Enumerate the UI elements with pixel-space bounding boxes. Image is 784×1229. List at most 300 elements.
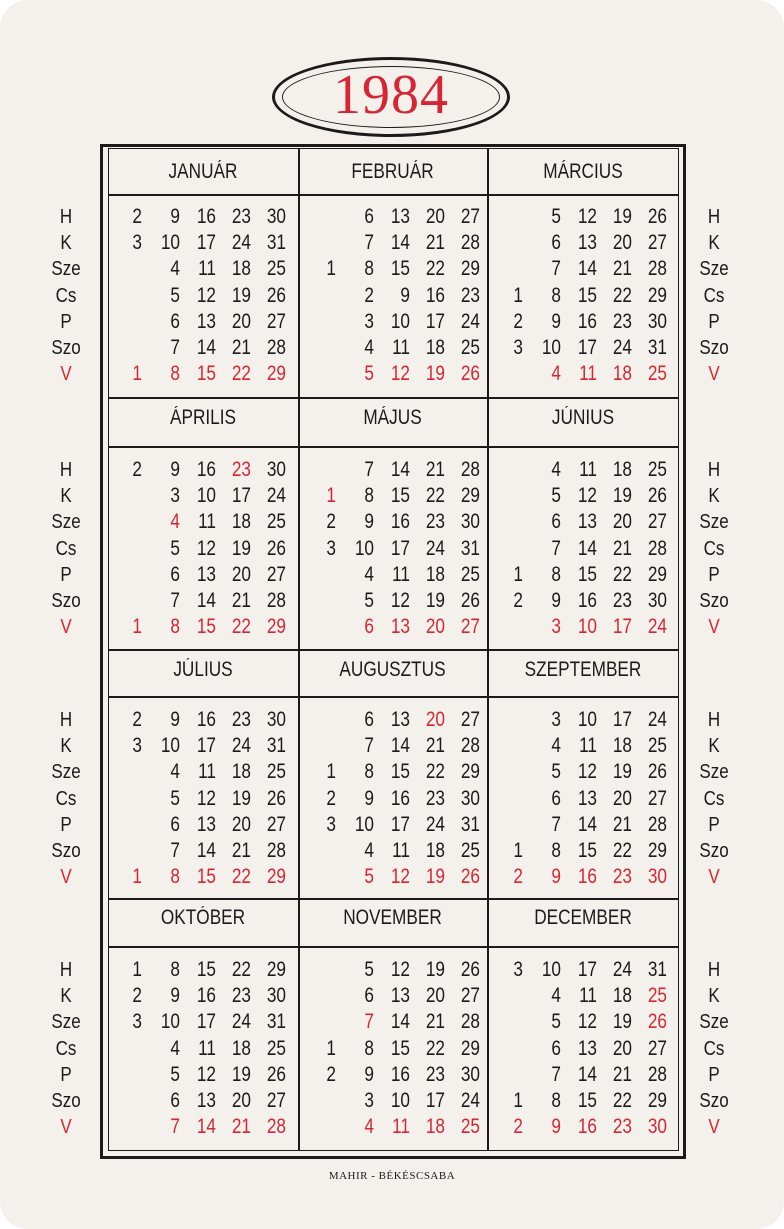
weekday-label: Sze	[51, 761, 81, 784]
week-day-row	[298, 509, 487, 535]
week-day-row	[487, 256, 679, 282]
week-day-row	[487, 230, 679, 256]
day-number: 20	[612, 1036, 632, 1060]
printer-imprint: MAHIR - BÉKÉSCSABA	[328, 1170, 456, 1182]
day-number: 11	[392, 1115, 410, 1139]
day-number: 13	[577, 786, 597, 810]
day-number: 26	[647, 1010, 667, 1034]
day-number: 13	[577, 510, 597, 534]
row-divider	[108, 194, 679, 196]
day-number: 19	[425, 362, 445, 386]
day-number: 24	[612, 336, 632, 359]
day-number: 9	[170, 458, 180, 481]
day-number: 27	[266, 309, 286, 333]
day-number: 14	[390, 458, 410, 481]
day-number: 6	[551, 1036, 561, 1060]
day-number: 19	[425, 958, 445, 981]
day-number: 16	[196, 984, 216, 1008]
day-number: 15	[577, 562, 597, 586]
day-number: 17	[612, 615, 632, 639]
day-number: 4	[551, 362, 561, 386]
week-day-row	[298, 588, 487, 614]
weekday-label: Cs	[703, 284, 725, 307]
day-number: 19	[231, 786, 251, 810]
sunday-row	[108, 1114, 298, 1140]
day-number: 21	[612, 1062, 632, 1086]
day-number: 19	[425, 589, 445, 612]
week-day-row	[298, 733, 487, 759]
day-number: 14	[196, 336, 216, 359]
day-number: 3	[326, 536, 336, 560]
week-day-row	[108, 283, 298, 309]
week-day-row	[487, 457, 679, 483]
week-day-row	[108, 1062, 298, 1088]
day-number: 4	[551, 984, 561, 1008]
day-number: 11	[579, 362, 597, 386]
day-number: 30	[460, 1062, 480, 1086]
day-number: 24	[460, 309, 480, 333]
weekday-label: Szo	[51, 840, 81, 862]
weekday-label: Sze	[51, 1011, 81, 1034]
day-number: 27	[647, 786, 667, 810]
day-number: 1	[132, 865, 142, 889]
calendar-year: 1984	[333, 64, 449, 126]
day-number: 17	[390, 812, 410, 836]
day-number: 2	[132, 984, 142, 1008]
day-number: 24	[266, 484, 286, 508]
day-number: 25	[647, 734, 667, 758]
day-number: 21	[231, 336, 251, 359]
day-number: 23	[612, 309, 632, 333]
day-number: 20	[612, 786, 632, 810]
day-number: 8	[364, 484, 374, 508]
day-number: 27	[647, 510, 667, 534]
day-number: 17	[196, 734, 216, 758]
day-number: 14	[390, 734, 410, 758]
day-number: 23	[425, 1062, 445, 1086]
day-number: 7	[551, 1062, 561, 1086]
day-number: 15	[196, 362, 216, 386]
sunday-row	[108, 361, 298, 387]
day-number: 19	[425, 865, 445, 889]
week-day-row	[108, 733, 298, 759]
day-number: 30	[460, 786, 480, 810]
week-day-row	[298, 230, 487, 256]
month-name: NOVEMBER	[343, 906, 442, 929]
day-number: 25	[460, 1115, 480, 1139]
weekday-label: P	[60, 563, 72, 586]
month-name: MÁRCIUS	[543, 160, 623, 183]
week-day-row	[298, 1036, 487, 1062]
weekday-label: K	[60, 232, 72, 255]
day-number: 29	[647, 283, 667, 307]
day-number: 12	[196, 283, 216, 307]
day-number: 31	[460, 812, 480, 836]
day-number: 19	[612, 484, 632, 508]
day-number: 24	[612, 958, 632, 981]
day-number: 21	[425, 1010, 445, 1034]
week-day-row	[108, 1088, 298, 1114]
day-number: 26	[647, 205, 667, 228]
day-number: 7	[551, 257, 561, 281]
weekday-label: K	[708, 735, 720, 758]
week-day-row	[108, 983, 298, 1009]
day-number: 13	[390, 205, 410, 228]
day-number: 26	[460, 589, 480, 612]
weekday-label: Cs	[55, 1037, 77, 1060]
day-number: 23	[231, 205, 251, 228]
week-day-row	[108, 335, 298, 361]
week-day-row	[298, 256, 487, 282]
weekday-label: V	[60, 1116, 72, 1139]
weekday-label: V	[708, 616, 720, 639]
day-number: 17	[425, 1089, 445, 1112]
day-number: 3	[513, 336, 523, 359]
day-number: 25	[460, 839, 480, 862]
month-name: MÁJUS	[363, 406, 422, 429]
day-number: 11	[198, 1036, 216, 1060]
day-number: 27	[647, 231, 667, 255]
day-number: 3	[364, 309, 374, 333]
week-day-row	[298, 335, 487, 361]
day-number: 30	[647, 309, 667, 333]
day-number: 17	[577, 958, 597, 981]
day-number: 20	[231, 562, 251, 586]
day-number: 18	[231, 257, 251, 281]
day-number: 1	[326, 760, 336, 784]
weekday-label: H	[59, 206, 73, 228]
day-number: 12	[390, 958, 410, 981]
day-number: 29	[460, 1036, 480, 1060]
day-number: 20	[612, 231, 632, 255]
day-number: 9	[551, 865, 561, 889]
day-number: 18	[612, 984, 632, 1008]
day-number: 22	[231, 865, 251, 889]
day-number: 31	[266, 1010, 286, 1034]
month-name: SZEPTEMBER	[524, 658, 642, 681]
day-number: 15	[196, 615, 216, 639]
day-number: 17	[390, 536, 410, 560]
day-number: 21	[425, 734, 445, 758]
day-number: 26	[460, 362, 480, 386]
row-divider	[108, 898, 679, 900]
day-number: 13	[577, 231, 597, 255]
day-number: 1	[326, 257, 336, 281]
week-day-row	[108, 509, 298, 535]
day-number: 11	[579, 458, 597, 481]
day-number: 29	[266, 865, 286, 889]
weekday-label: Cs	[703, 1037, 725, 1060]
day-number: 23	[612, 865, 632, 889]
day-number: 31	[266, 734, 286, 758]
weekday-label: V	[708, 363, 720, 386]
day-number: 27	[460, 205, 480, 228]
day-number: 19	[231, 536, 251, 560]
weekday-label: H	[59, 709, 73, 731]
day-number: 3	[326, 812, 336, 836]
day-number: 8	[364, 760, 374, 784]
day-number: 15	[577, 283, 597, 307]
day-number: 11	[579, 734, 597, 758]
day-number: 9	[364, 510, 374, 534]
day-number: 27	[266, 1089, 286, 1112]
day-number: 26	[266, 1062, 286, 1086]
day-number: 4	[364, 336, 374, 359]
day-number: 7	[364, 734, 374, 758]
day-number: 16	[577, 1115, 597, 1139]
row-divider	[108, 397, 679, 399]
day-number: 21	[231, 1115, 251, 1139]
day-number: 30	[266, 708, 286, 731]
day-number: 19	[231, 1062, 251, 1086]
week-day-row	[108, 230, 298, 256]
day-number: 1	[326, 484, 336, 508]
day-number: 1	[326, 1036, 336, 1060]
day-number: 22	[231, 362, 251, 386]
sunday-row	[298, 1114, 487, 1140]
day-number: 31	[266, 231, 286, 255]
sunday-row	[298, 361, 487, 387]
day-number: 11	[392, 336, 410, 359]
day-number: 18	[425, 1115, 445, 1139]
day-number: 21	[425, 458, 445, 481]
week-day-row	[108, 786, 298, 812]
week-day-row	[487, 838, 679, 864]
week-day-row	[487, 1009, 679, 1035]
day-number: 2	[513, 589, 523, 612]
weekday-label: Szo	[51, 1090, 81, 1112]
day-number: 11	[198, 257, 216, 281]
day-number: 18	[425, 562, 445, 586]
day-number: 8	[170, 958, 180, 981]
day-number: 3	[170, 484, 180, 508]
day-number: 6	[364, 708, 374, 731]
week-day-row	[487, 733, 679, 759]
week-day-row	[108, 1036, 298, 1062]
day-number: 1	[513, 1089, 523, 1112]
week-day-row	[298, 707, 487, 733]
day-number: 1	[132, 958, 142, 981]
weekday-label: H	[707, 709, 721, 731]
day-number: 26	[266, 786, 286, 810]
day-number: 2	[364, 283, 374, 307]
day-number: 4	[551, 458, 561, 481]
week-day-row	[487, 786, 679, 812]
day-number: 5	[551, 760, 561, 784]
week-day-row	[108, 1009, 298, 1035]
day-number: 11	[392, 839, 410, 862]
day-number: 29	[647, 562, 667, 586]
day-number: 21	[231, 589, 251, 612]
day-number: 14	[196, 839, 216, 862]
sunday-row	[487, 1114, 679, 1140]
day-number: 26	[266, 283, 286, 307]
day-number: 26	[647, 760, 667, 784]
day-number: 28	[266, 1115, 286, 1139]
day-number: 5	[364, 865, 374, 889]
day-number: 3	[364, 1089, 374, 1112]
day-number: 4	[170, 760, 180, 784]
day-number: 28	[266, 589, 286, 612]
day-number: 28	[460, 734, 480, 758]
day-number: 23	[425, 786, 445, 810]
day-number: 15	[577, 839, 597, 862]
weekday-label: K	[708, 232, 720, 255]
weekday-label: Sze	[51, 511, 81, 534]
day-number: 21	[425, 231, 445, 255]
week-day-row	[108, 536, 298, 562]
week-day-row	[298, 786, 487, 812]
day-number: 20	[612, 510, 632, 534]
day-number: 8	[551, 562, 561, 586]
weekday-label: Sze	[699, 511, 729, 534]
day-number: 2	[132, 205, 142, 228]
day-number: 12	[390, 865, 410, 889]
day-number: 16	[196, 458, 216, 481]
day-number: 18	[231, 760, 251, 784]
day-number: 6	[170, 309, 180, 333]
day-number: 3	[551, 615, 561, 639]
day-number: 11	[198, 760, 216, 784]
day-number: 30	[647, 589, 667, 612]
day-number: 8	[364, 257, 374, 281]
day-number: 31	[647, 336, 667, 359]
day-number: 20	[425, 708, 445, 731]
day-number: 23	[231, 984, 251, 1008]
weekday-label: Sze	[51, 258, 81, 281]
day-number: 24	[425, 536, 445, 560]
weekday-label: P	[708, 310, 720, 333]
day-number: 2	[132, 708, 142, 731]
row-divider	[108, 446, 679, 448]
day-number: 23	[460, 283, 480, 307]
weekday-label: P	[60, 1063, 72, 1086]
day-number: 10	[160, 734, 180, 758]
day-number: 22	[612, 283, 632, 307]
weekday-label: Szo	[699, 337, 729, 359]
day-number: 20	[231, 1089, 251, 1112]
day-number: 16	[425, 283, 445, 307]
sunday-row	[487, 361, 679, 387]
day-number: 29	[266, 958, 286, 981]
day-number: 11	[579, 984, 597, 1008]
day-number: 19	[612, 760, 632, 784]
day-number: 5	[170, 283, 180, 307]
day-number: 30	[266, 458, 286, 481]
day-number: 20	[425, 615, 445, 639]
day-number: 4	[170, 257, 180, 281]
week-day-row	[298, 838, 487, 864]
day-number: 9	[400, 283, 410, 307]
day-number: 22	[425, 760, 445, 784]
day-number: 6	[364, 205, 374, 228]
day-number: 14	[577, 812, 597, 836]
day-number: 9	[170, 708, 180, 731]
day-number: 8	[364, 1036, 374, 1060]
day-number: 2	[513, 865, 523, 889]
day-number: 14	[390, 1010, 410, 1034]
day-number: 31	[647, 958, 667, 981]
weekday-label: Szo	[699, 590, 729, 612]
day-number: 21	[612, 257, 632, 281]
day-number: 11	[198, 510, 216, 534]
sunday-row	[487, 864, 679, 890]
week-day-row	[298, 457, 487, 483]
day-number: 2	[513, 309, 523, 333]
day-number: 14	[196, 1115, 216, 1139]
week-day-row	[298, 283, 487, 309]
week-day-row	[487, 283, 679, 309]
day-number: 10	[160, 1010, 180, 1034]
week-day-row	[298, 1009, 487, 1035]
day-number: 7	[170, 336, 180, 359]
day-number: 8	[170, 615, 180, 639]
week-day-row	[298, 812, 487, 838]
day-number: 16	[196, 708, 216, 731]
weekday-label: V	[708, 1116, 720, 1139]
day-number: 30	[266, 205, 286, 228]
day-number: 4	[364, 1115, 374, 1139]
weekday-label: P	[708, 1063, 720, 1086]
week-day-row	[108, 759, 298, 785]
day-number: 20	[231, 812, 251, 836]
sunday-row	[108, 864, 298, 890]
day-number: 16	[390, 786, 410, 810]
day-number: 21	[231, 839, 251, 862]
month-name: FEBRUÁR	[351, 160, 434, 183]
week-day-row	[487, 509, 679, 535]
day-number: 24	[231, 734, 251, 758]
day-number: 30	[647, 865, 667, 889]
day-number: 7	[551, 536, 561, 560]
month-name: JÚLIUS	[173, 658, 233, 681]
day-number: 18	[612, 362, 632, 386]
day-number: 28	[266, 839, 286, 862]
week-day-row	[298, 1088, 487, 1114]
day-number: 23	[231, 708, 251, 731]
day-number: 25	[647, 984, 667, 1008]
day-number: 26	[647, 484, 667, 508]
day-number: 6	[364, 984, 374, 1008]
day-number: 28	[647, 812, 667, 836]
day-number: 9	[170, 984, 180, 1008]
day-number: 22	[231, 958, 251, 981]
day-number: 28	[460, 1010, 480, 1034]
day-number: 27	[266, 562, 286, 586]
weekday-label: K	[60, 735, 72, 758]
week-day-row	[487, 1062, 679, 1088]
weekday-label: V	[708, 866, 720, 889]
day-number: 5	[551, 205, 561, 228]
day-number: 19	[612, 1010, 632, 1034]
week-day-row	[487, 335, 679, 361]
day-number: 5	[551, 484, 561, 508]
day-number: 17	[231, 484, 251, 508]
day-number: 13	[196, 1089, 216, 1112]
day-number: 13	[577, 1036, 597, 1060]
weekday-label: Cs	[55, 284, 77, 307]
day-number: 6	[551, 231, 561, 255]
day-number: 28	[647, 536, 667, 560]
sunday-row	[298, 864, 487, 890]
day-number: 27	[647, 1036, 667, 1060]
week-day-row	[298, 1062, 487, 1088]
sunday-row	[298, 614, 487, 640]
day-number: 20	[425, 205, 445, 228]
day-number: 2	[326, 510, 336, 534]
weekday-label: P	[708, 563, 720, 586]
weekday-label: Cs	[703, 537, 725, 560]
